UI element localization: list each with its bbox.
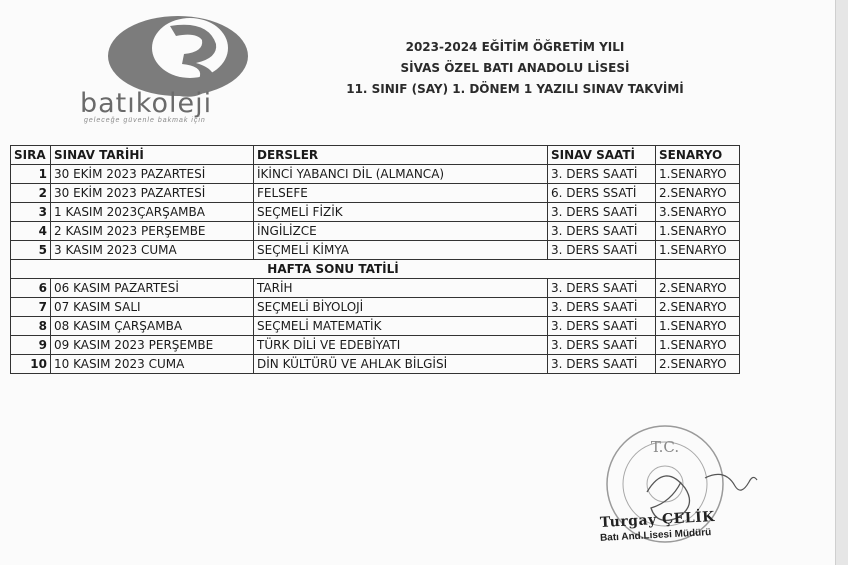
exam-date: 08 KASIM ÇARŞAMBA — [51, 317, 254, 336]
column-header: SINAV TARİHİ — [51, 146, 254, 165]
course-name: TÜRK DİLİ VE EDEBİYATI — [254, 336, 548, 355]
row-number: 4 — [11, 222, 51, 241]
course-name: TARİH — [254, 279, 548, 298]
header-line-1: 2023-2024 EĞİTİM ÖĞRETİM YILI — [405, 40, 625, 54]
course-name: SEÇMELİ MATEMATİK — [254, 317, 548, 336]
table-row — [11, 279, 740, 298]
exam-date: 2 KASIM 2023 PERŞEMBE — [51, 222, 254, 241]
scenario: 2.SENARYO — [656, 279, 740, 298]
scenario: 1.SENARYO — [656, 222, 740, 241]
table-row — [11, 203, 740, 222]
exam-date: 09 KASIM 2023 PERŞEMBE — [51, 336, 254, 355]
exam-time: 3. DERS SAATİ — [548, 317, 656, 336]
exam-date: 10 KASIM 2023 CUMA — [51, 355, 254, 374]
table-header-row — [11, 146, 740, 165]
table-row — [11, 165, 740, 184]
column-header: SENARYO — [656, 146, 740, 165]
course-name: DİN KÜLTÜRÜ VE AHLAK BİLGİSİ — [254, 355, 548, 374]
row-number: 6 — [11, 279, 51, 298]
header-line-2: SİVAS ÖZEL BATI ANADOLU LİSESİ — [400, 61, 630, 75]
table-row — [11, 222, 740, 241]
exam-time: 3. DERS SAATİ — [548, 165, 656, 184]
row-number: 2 — [11, 184, 51, 203]
exam-date: 30 EKİM 2023 PAZARTESİ — [51, 184, 254, 203]
row-number: 3 — [11, 203, 51, 222]
course-name: SEÇMELİ BİYOLOJİ — [254, 298, 548, 317]
row-number: 1 — [11, 165, 51, 184]
course-name: SEÇMELİ KİMYA — [254, 241, 548, 260]
scenario: 2.SENARYO — [656, 298, 740, 317]
signature-title: Batı And.Lisesi Müdürü — [599, 527, 712, 544]
exam-time: 3. DERS SAATİ — [548, 355, 656, 374]
scenario: 2.SENARYO — [656, 184, 740, 203]
course-name: SEÇMELİ FİZİK — [254, 203, 548, 222]
course-name: İKİNCİ YABANCI DİL (ALMANCA) — [254, 165, 548, 184]
signature-name: Turgay ÇELİK — [599, 509, 716, 531]
column-header: SIRA — [11, 146, 51, 165]
svg-text:T.C.: T.C. — [650, 438, 680, 456]
table-row — [11, 336, 740, 355]
logo-text: batıkoleji — [80, 88, 213, 119]
scenario: 1.SENARYO — [656, 241, 740, 260]
column-header: DERSLER — [254, 146, 548, 165]
logo-slogan: geleceğe güvenle bakmak için — [84, 117, 206, 124]
scenario: 3.SENARYO — [656, 203, 740, 222]
scenario: 1.SENARYO — [656, 336, 740, 355]
table-row — [11, 241, 740, 260]
scenario: 1.SENARYO — [656, 317, 740, 336]
table-row — [11, 355, 740, 374]
column-header: SINAV SAATİ — [548, 146, 656, 165]
row-number: 7 — [11, 298, 51, 317]
table-row — [11, 317, 740, 336]
exam-date: 1 KASIM 2023ÇARŞAMBA — [51, 203, 254, 222]
exam-time: 3. DERS SAATİ — [548, 298, 656, 317]
exam-time: 3. DERS SAATİ — [548, 222, 656, 241]
weekend-break-row — [11, 260, 740, 279]
course-name: İNGİLİZCE — [254, 222, 548, 241]
course-name: FELSEFE — [254, 184, 548, 203]
weekend-break-label: HAFTA SONU TATİLİ — [11, 260, 656, 279]
exam-time: 3. DERS SAATİ — [548, 241, 656, 260]
table-row — [11, 298, 740, 317]
exam-date: 06 KASIM PAZARTESİ — [51, 279, 254, 298]
row-number: 8 — [11, 317, 51, 336]
exam-date: 30 EKİM 2023 PAZARTESİ — [51, 165, 254, 184]
exam-time: 3. DERS SAATİ — [548, 203, 656, 222]
exam-date: 3 KASIM 2023 CUMA — [51, 241, 254, 260]
row-number: 5 — [11, 241, 51, 260]
page-edge — [835, 0, 848, 565]
scenario: 1.SENARYO — [656, 165, 740, 184]
row-number: 10 — [11, 355, 51, 374]
row-number: 9 — [11, 336, 51, 355]
header-line-3: 11. SINIF (SAY) 1. DÖNEM 1 YAZILI SINAV TAKVİMİ — [346, 82, 684, 96]
exam-time: 3. DERS SAATİ — [548, 336, 656, 355]
exam-date: 07 KASIM SALI — [51, 298, 254, 317]
scenario: 2.SENARYO — [656, 355, 740, 374]
exam-time: 3. DERS SAATİ — [548, 279, 656, 298]
empty-cell — [656, 260, 740, 279]
exam-schedule-table — [10, 145, 740, 374]
table-row — [11, 184, 740, 203]
exam-time: 6. DERS SSATİ — [548, 184, 656, 203]
